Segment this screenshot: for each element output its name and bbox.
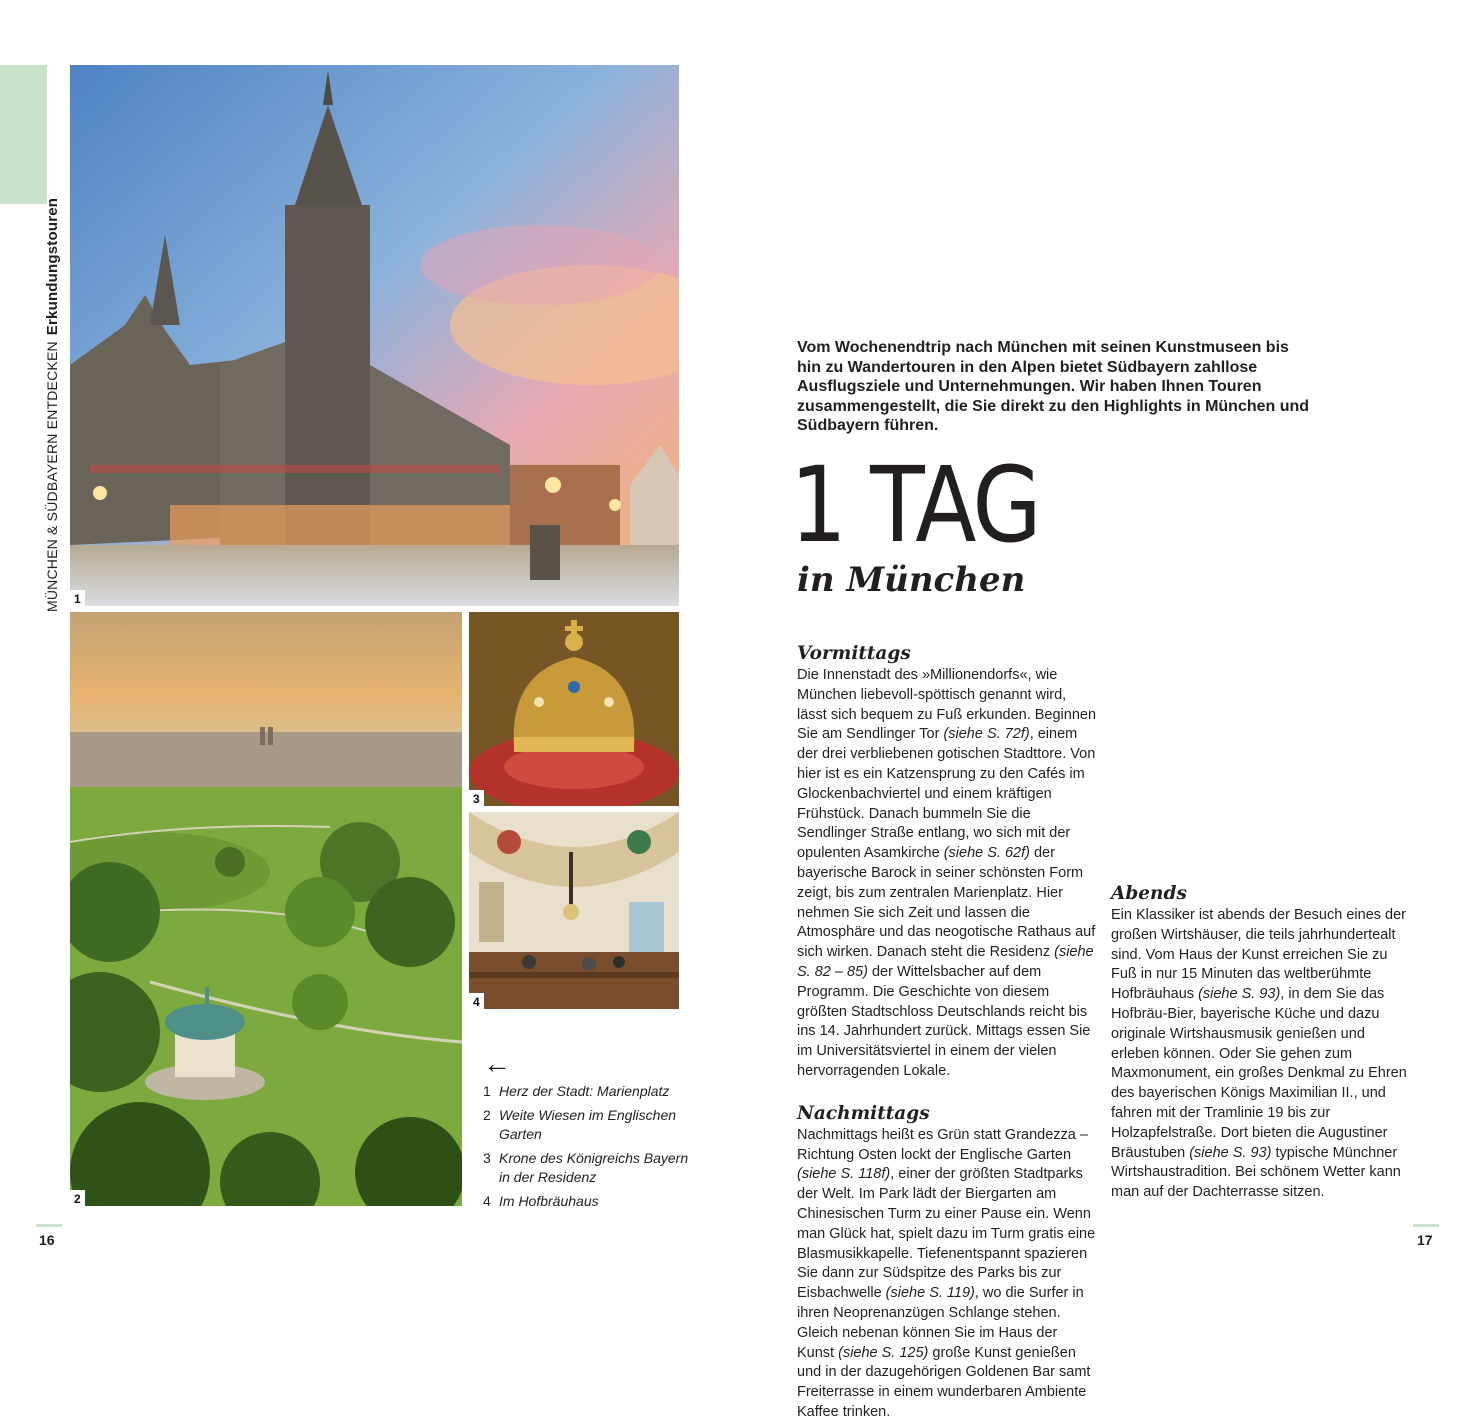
caption-item: [483, 1149, 693, 1187]
section-tab-rule: [0, 203, 47, 204]
caption-number: 3: [483, 1150, 491, 1166]
caption-text: Krone des Königreichs Bayern in der Residenz: [499, 1150, 689, 1185]
arrow-left-icon: ←: [483, 1048, 511, 1079]
running-head: [44, 198, 61, 612]
page-title: 1 TAG: [790, 444, 1040, 566]
intro-paragraph: Vom Wochenendtrip nach München mit seinen Kunstmuseen bis hin zu Wandertouren in den Alpen bietet Südbayern zahllose Ausflugsziele und Unternehmungen. Wir haben Ihnen Touren zusammengestellt, die Sie direkt zu den Highlights in München und Südbayern führen.: [797, 339, 1310, 434]
photo-hofbraeuhaus: [469, 812, 679, 1009]
photo-number: 3: [469, 790, 484, 806]
running-head-section: MÜNCHEN & SÜDBAYERN ENTDECKEN: [44, 341, 60, 612]
caption-item: [483, 1082, 693, 1101]
page-subtitle: in München: [797, 560, 1026, 600]
page-number-right: 17: [1417, 1232, 1433, 1248]
caption-number: 1: [483, 1083, 491, 1099]
section-text-nachmittags: Nachmittags heißt es Grün statt Grandezza – Richtung Osten lockt der Englische Garten (siehe S. 118f), einer der größten Stadtparks der Welt. Im Park lädt der Biergarten am Chinesischen Turm zu einer Pause ein. Wenn man Glück hat, spielt dazu im Turm gratis eine Blasmusikkapelle. Tiefenentspannt spazieren Sie dann zur Südspitze des Parks bis zur Eisbachwelle (siehe S. 119), wo die Surfer in ihren Neoprenanzügen Schlange stehen. Gleich nebenan können Sie im Haus der Kunst (siehe S. 125) große Kunst genießen und in der dazugehörigen Goldenen Bar samt Freiterrasse in einem wunderbaren Ambiente Kaffee trinken.: [797, 1126, 1096, 1420]
photo-marienplatz: [70, 65, 679, 606]
section-tab: [0, 65, 47, 203]
page-number-rule-right: [1413, 1224, 1439, 1227]
caption-item: [483, 1192, 693, 1211]
section-heading-nachmittags: Nachmittags: [797, 1102, 930, 1124]
photo-captions: [483, 1082, 693, 1216]
text-column-right: [1111, 642, 1411, 1203]
section-text-abends: Ein Klassiker ist abends der Besuch eines der großen Wirtshäuser, die teils jahrhundertealt sind. Vom Haus der Kunst erreichen Sie zu Fuß in nur 15 Minuten das weltberühmte Hofbräuhaus (siehe S. 93), in dem Sie das Hofbräu-Bier, bayerische Küche und dazu originale Wirtshausmusik genießen und erleben können. Oder Sie gehen zum Maxmonument, ein großes Denkmal zu Ehren des bayerischen Königs Maximilian II., und fahren mit der Tramlinie 19 bis zur Holzapfelstraße. Dort bieten die Augustiner Bräustuben (siehe S. 93) typische Münchner Wirtshaustradition. Bei schönem Wetter kann man auf der Dachterrasse sitzen.: [1111, 907, 1407, 1201]
section-heading-vormittags: Vormittags: [797, 643, 911, 664]
page-number-rule-left: [36, 1224, 62, 1227]
caption-text: Im Hofbräuhaus: [499, 1193, 599, 1209]
text-column-left: [797, 642, 1097, 1423]
caption-text: Weite Wiesen im Englischen Garten: [499, 1107, 677, 1142]
page-number-left: 16: [39, 1232, 55, 1248]
photo-krone: [469, 612, 679, 806]
photo-number: 2: [70, 1190, 85, 1206]
caption-text: Herz der Stadt: Marienplatz: [499, 1083, 670, 1099]
photo-number: 4: [469, 993, 484, 1009]
section-heading-abends: Abends: [1111, 883, 1187, 904]
section-text-vormittags: Die Innenstadt des »Millionendorfs«, wie München liebevoll-spöttisch genannt wird, lässt sich bequem zu Fuß erkunden. Beginnen Sie am Sendlinger Tor (siehe S. 72f), einem der drei verbliebenen gotischen Stadttore. Von hier ist es ein Katzensprung zu den Cafés im Glockenbachviertel und einem kräftigen Frühstück. Danach bummeln Sie die Sendlinger Straße entlang, wo sich mit der opulenten Asamkirche (siehe S. 62f) der bayerische Barock in seiner schönsten Form zeigt, bis zum zentralen Marienplatz. Hier nehmen Sie sich Zeit und lassen die Atmosphäre und das neogotische Rathaus auf sich wirken. Danach steht die Residenz (siehe S. 82 – 85) der Wittelsbacher auf dem Programm. Die Geschichte von diesem größten Stadtschloss Deutschlands reicht bis ins 14. Jahrhundert zurück. Mittags essen Sie im Universitätsviertel in einem der vielen hervorragenden Lokale.: [797, 667, 1097, 1079]
caption-item: [483, 1106, 693, 1144]
caption-number: 2: [483, 1107, 491, 1123]
photo-number: 1: [70, 590, 85, 606]
photo-englischer-garten: [70, 612, 462, 1206]
running-head-chapter: Erkundungstouren: [44, 197, 61, 336]
caption-number: 4: [483, 1193, 491, 1209]
